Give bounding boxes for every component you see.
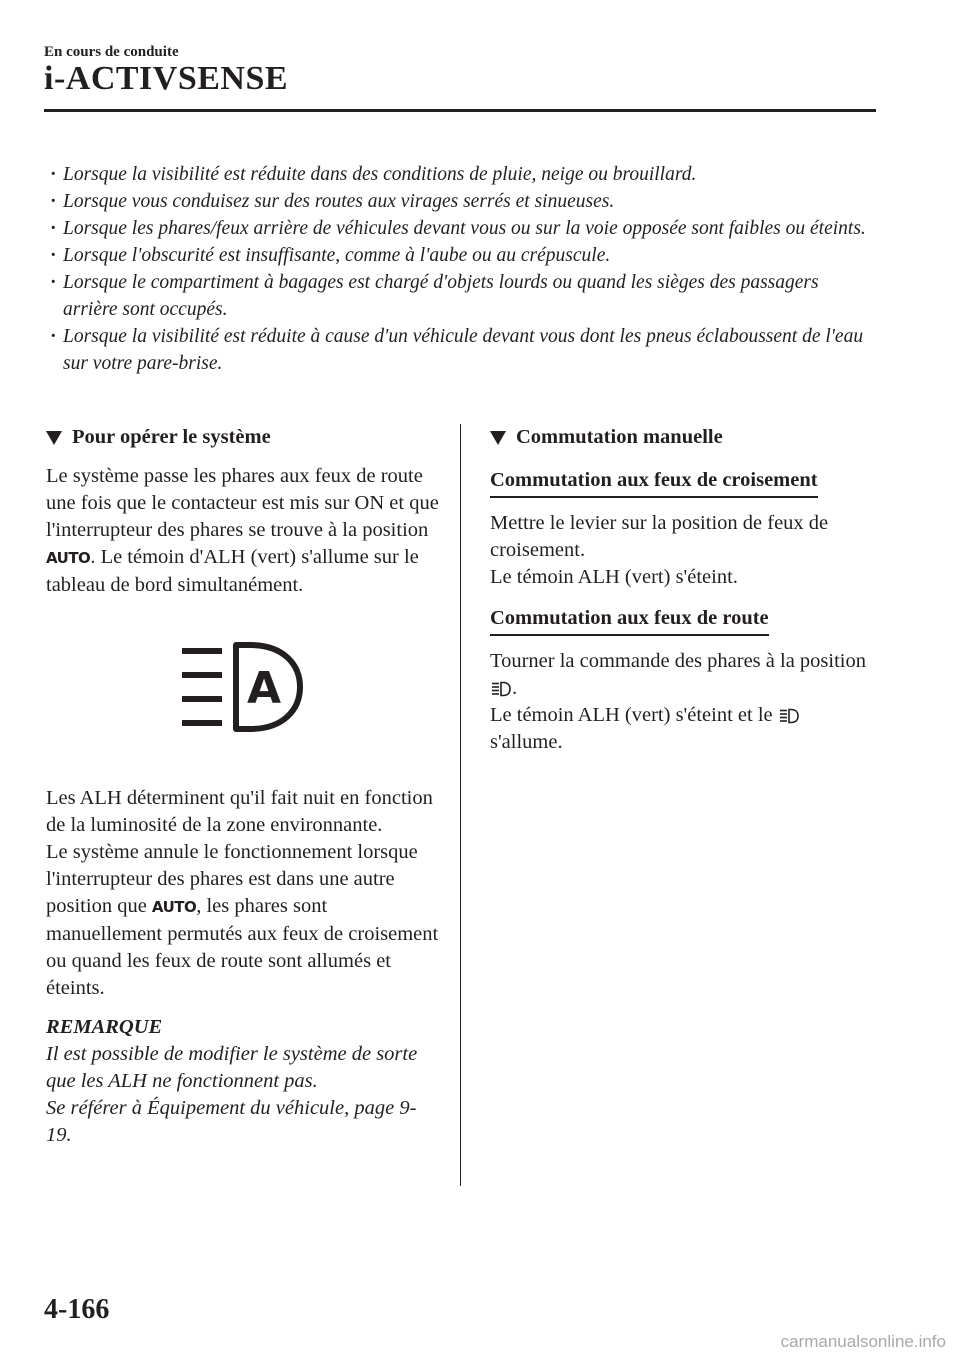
note-title: REMARQUE	[46, 1016, 163, 1038]
header-rule	[44, 109, 876, 112]
section-heading: Pour opérer le système	[46, 424, 441, 451]
subheading-high-beam: Commutation aux feux de route	[490, 605, 769, 636]
list-item: · Lorsque le compartiment à bagages est chargé d'objets lourds ou quand les sièges des passagers arrière sont occupés.	[50, 272, 819, 320]
list-item: · Lorsque les phares/feux arrière de véhicules devant vous ou sur la voie opposée sont faibles ou éteints.	[50, 218, 866, 239]
list-item: · Lorsque la visibilité est réduite dans des conditions de pluie, neige ou brouillard.	[50, 164, 697, 185]
list-item: · Lorsque vous conduisez sur des routes aux virages serrés et sinueuses.	[50, 191, 615, 212]
list-item: · Lorsque la visibilité est réduite à cause d'un véhicule devant vous dont les pneus éclaboussent de l'eau sur votre pare-brise.	[50, 326, 864, 374]
triangle-marker-icon	[490, 431, 506, 445]
auto-position-icon: AUTO	[46, 549, 91, 567]
section-heading: Commutation manuelle	[490, 424, 876, 451]
list-item: · Lorsque l'obscurité est insuffisante, comme à l'aube ou au crépuscule.	[50, 245, 611, 266]
auto-position-icon: AUTO	[151, 898, 197, 916]
high-beam-icon	[491, 681, 511, 697]
alh-letter: A	[246, 663, 282, 714]
chapter-title: i-ACTIVSENSE	[44, 60, 289, 97]
paragraph: Le système passe les phares aux feux de route une fois que le contacteur est mis sur ON et que l'interrupteur des phares se trouve à la position AUTO. Le témoin d'ALH (vert) s'allume sur le tableau de bord simultanément.	[46, 465, 439, 596]
condition-list	[46, 161, 876, 377]
paragraph: Les ALH déterminent qu'il fait nuit en fonction de la luminosité de la zone environnante. Le système annule le fonctionnement lorsque l'interrupteur des phares est dans une autre position que AUTO, les phares sont manuellement permutés aux feux de croisement ou quand les feux de route sont allumés et éteints.	[46, 787, 439, 999]
paragraph: Tourner la commande des phares à la position . Le témoin ALH (vert) s'éteint et le s'allume.	[490, 650, 866, 753]
page-number: 4-166	[44, 1294, 110, 1325]
subheading-low-beam: Commutation aux feux de croisement	[490, 467, 818, 498]
column-divider	[460, 424, 461, 1186]
high-beam-icon	[779, 708, 799, 724]
watermark: carmanualsonline.info	[780, 1332, 946, 1351]
paragraph: Mettre le levier sur la position de feux de croisement. Le témoin ALH (vert) s'éteint.	[490, 512, 829, 588]
left-column	[46, 424, 441, 1149]
alh-indicator-icon	[176, 637, 306, 737]
triangle-marker-icon	[46, 431, 62, 445]
note-text: Il est possible de modifier le système de sorte que les ALH ne fonctionnent pas. Se référer à Équipement du véhicule, page 9-19.	[46, 1043, 418, 1146]
section-label: En cours de conduite	[44, 44, 179, 60]
right-column	[490, 424, 876, 766]
